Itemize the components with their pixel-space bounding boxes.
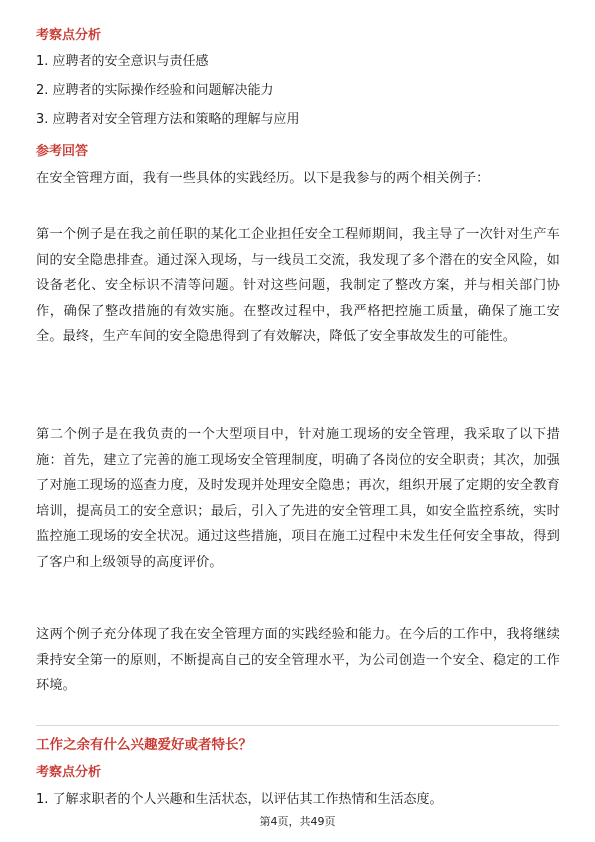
answer-example-2-paragraph: 第二个例子是在我负责的一个大型项目中，针对施工现场的安全管理，我采取了以下措施：首先，建立了完善的施工现场安全管理制度，明确了各岗位的安全职责；其次，加强了对施工现场的巡查力度，及时发现并处理安全隐患；再次，组织开展了定期的安全教育培训，提高员工的安全意识；最后，引入了先进的安全管理工具，如安全监控系统，实时监控施工现场的安全状况。通过这些措施，项目在施工过程中未发生任何安全事故，得到了客户和上级领导的高度评价。 bbox=[36, 427, 560, 570]
section-divider bbox=[36, 725, 559, 726]
analysis-point-1: 1. 应聘者的安全意识与责任感 bbox=[36, 54, 209, 69]
analysis-point-3: 3. 应聘者对安全管理方法和策略的理解与应用 bbox=[36, 112, 300, 127]
page-footer: 第4页，共49页 bbox=[259, 815, 336, 828]
analysis-point-2: 2. 应聘者的实际操作经验和问题解决能力 bbox=[36, 83, 274, 98]
answer-conclusion-paragraph: 这两个例子充分体现了我在安全管理方面的实践经验和能力。在今后的工作中，我将继续秉持安全第一的原则，不断提高自己的安全管理水平，为公司创造一个安全、稳定的工作环境。 bbox=[36, 627, 560, 694]
analysis-heading-2: 考察点分析 bbox=[36, 765, 102, 780]
question-heading: 工作之余有什么兴趣爱好或者特长？ bbox=[36, 737, 252, 753]
answer-heading: 参考回答 bbox=[36, 144, 89, 159]
answer-intro-paragraph: 在安全管理方面，我有一些具体的实践经历。以下是我参与的两个相关例子： bbox=[36, 171, 490, 186]
answer-example-1-paragraph: 第一个例子是在我之前任职的某化工企业担任安全工程师期间，我主导了一次针对生产车间的安全隐患排查。通过深入现场，与一线员工交流，我发现了多个潜在的安全风险，如设备老化、安全标识不清等问题。针对这些问题，我制定了整改方案，并与相关部门协作，确保了整改措施的有效实施。在整改过程中，我严格把控施工质量，确保了施工安全。最终，生产车间的安全隐患得到了有效解决，降低了安全事故发生的可能性。 bbox=[36, 227, 560, 345]
analysis-point-2-1: 1. 了解求职者的个人兴趣和生活状态，以评估其工作热情和生活态度。 bbox=[36, 792, 443, 807]
analysis-heading: 考察点分析 bbox=[36, 28, 102, 43]
